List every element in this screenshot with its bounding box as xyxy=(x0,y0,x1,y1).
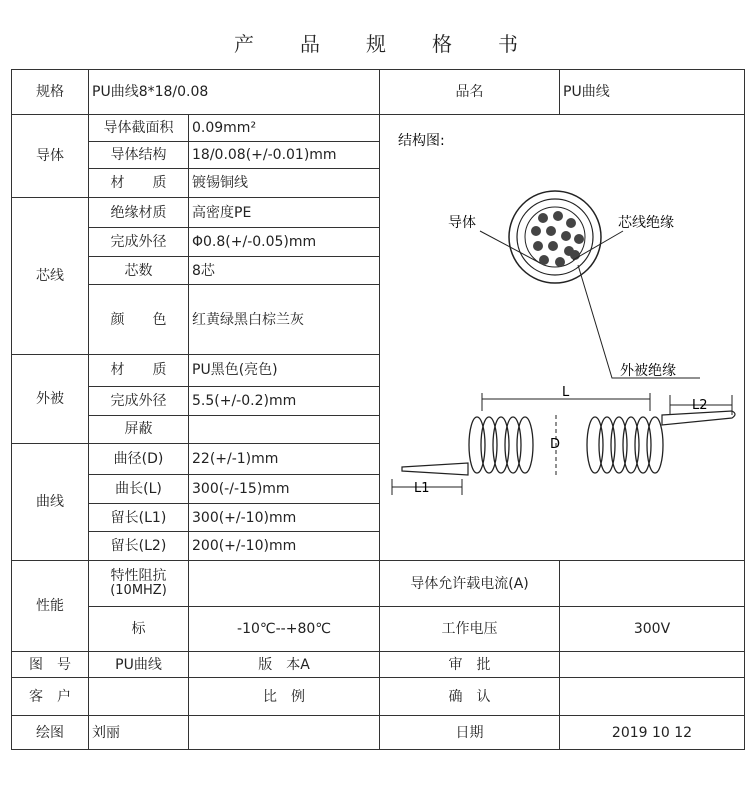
row-value: 镀锡铜线 xyxy=(189,169,380,198)
drawn-label: 绘图 xyxy=(12,716,89,750)
spec-value: PU曲线8*18/0.08 xyxy=(89,70,380,115)
drawing-no-value: PU曲线 xyxy=(89,652,189,678)
dim-l2: L2 xyxy=(692,398,708,413)
structure-label: 结构图: xyxy=(398,133,445,149)
row-value: 8芯 xyxy=(189,257,380,285)
group-conductor: 导体 xyxy=(12,115,89,198)
date-value: 2019 10 12 xyxy=(560,716,745,750)
outer-jacket-ring xyxy=(509,191,601,283)
drawing-no-label: 图 号 xyxy=(12,652,89,678)
scale-value xyxy=(189,716,380,750)
name-value: PU曲线 xyxy=(560,70,745,115)
row-label: 导体截面积 xyxy=(89,115,189,142)
group-coil: 曲线 xyxy=(12,443,89,560)
row-label: 材 质 xyxy=(89,169,189,198)
title-char: 书 xyxy=(498,32,520,56)
lead-right xyxy=(662,411,735,425)
confirm-value xyxy=(560,678,745,716)
row-value: 22(+/-1)mm xyxy=(189,443,380,474)
dim-l: L xyxy=(562,385,570,400)
current-value xyxy=(560,561,745,607)
row-value xyxy=(189,415,380,443)
row-label: 留长(L1) xyxy=(89,504,189,532)
row-value: 高密度PE xyxy=(189,198,380,228)
temp-value: -10℃--+80℃ xyxy=(189,607,380,652)
spec-label: 规格 xyxy=(12,70,89,115)
customer-label: 客 户 xyxy=(12,678,89,716)
row-value: 300(-/-15)mm xyxy=(189,475,380,504)
row-label: 绝缘材质 xyxy=(89,198,189,228)
date-label: 日期 xyxy=(380,716,560,750)
dim-d: D xyxy=(550,437,561,452)
current-label: 导体允许载电流(A) xyxy=(380,561,560,607)
structure-diagram xyxy=(380,115,744,556)
title-char: 产 xyxy=(234,32,256,56)
spec-table xyxy=(11,69,745,750)
header-row xyxy=(12,70,745,115)
scale-label: 比 例 xyxy=(189,678,380,716)
drawn-value: 刘丽 xyxy=(89,716,189,750)
confirm-label: 确 认 xyxy=(380,678,560,716)
core-insulation-label: 芯线绝缘 xyxy=(618,215,674,231)
row-value: Φ0.8(+/-0.05)mm xyxy=(189,228,380,257)
impedance-value xyxy=(189,561,380,607)
structure-diagram-cell xyxy=(380,115,745,561)
row-value: 0.09mm² xyxy=(189,115,380,142)
cable-cross-section xyxy=(509,191,601,283)
row-label: 导体结构 xyxy=(89,142,189,169)
customer-value xyxy=(89,678,189,716)
row-value: 18/0.08(+/-0.01)mm xyxy=(189,142,380,169)
group-performance: 性能 xyxy=(12,561,89,652)
temp-label: 标 xyxy=(89,607,189,652)
version: 版 本A xyxy=(189,652,380,678)
row-label: 材 质 xyxy=(89,355,189,386)
outer-insulation-label: 外被绝缘 xyxy=(620,363,676,379)
group-jacket: 外被 xyxy=(12,355,89,443)
title-char: 品 xyxy=(300,32,322,56)
row-label: 曲长(L) xyxy=(89,475,189,504)
voltage-label: 工作电压 xyxy=(380,607,560,652)
impedance-label-text: 特性阻抗 xyxy=(110,568,167,585)
lead-left xyxy=(402,463,468,475)
row-value: 红黄绿黑白棕兰灰 xyxy=(189,285,380,355)
title-char: 规 xyxy=(366,32,388,56)
row-label: 曲径(D) xyxy=(89,443,189,474)
row-label: 完成外径 xyxy=(89,386,189,415)
row-label: 留长(L2) xyxy=(89,532,189,561)
leader-line xyxy=(578,265,700,378)
row-value: 5.5(+/-0.2)mm xyxy=(189,386,380,415)
group-core: 芯线 xyxy=(12,198,89,355)
impedance-label xyxy=(89,561,189,607)
coil-turns xyxy=(469,417,663,473)
impedance-sub-text: (10MHZ) xyxy=(110,583,167,599)
review-label: 审 批 xyxy=(380,652,560,678)
row-label: 屏蔽 xyxy=(89,415,189,443)
dim-l1: L1 xyxy=(414,481,430,496)
row-value: PU黑色(亮色) xyxy=(189,355,380,386)
review-value xyxy=(560,652,745,678)
row-label: 颜 色 xyxy=(89,285,189,355)
row-label: 芯数 xyxy=(89,257,189,285)
conductor-label: 导体 xyxy=(448,215,476,231)
row-label: 完成外径 xyxy=(89,228,189,257)
title-char: 格 xyxy=(432,32,454,56)
voltage-value: 300V xyxy=(560,607,745,652)
document-title xyxy=(0,28,754,57)
row-value: 200(+/-10)mm xyxy=(189,532,380,561)
row-value: 300(+/-10)mm xyxy=(189,504,380,532)
name-label: 品名 xyxy=(380,70,560,115)
coil-drawing xyxy=(392,385,735,496)
leader-line xyxy=(480,231,540,263)
